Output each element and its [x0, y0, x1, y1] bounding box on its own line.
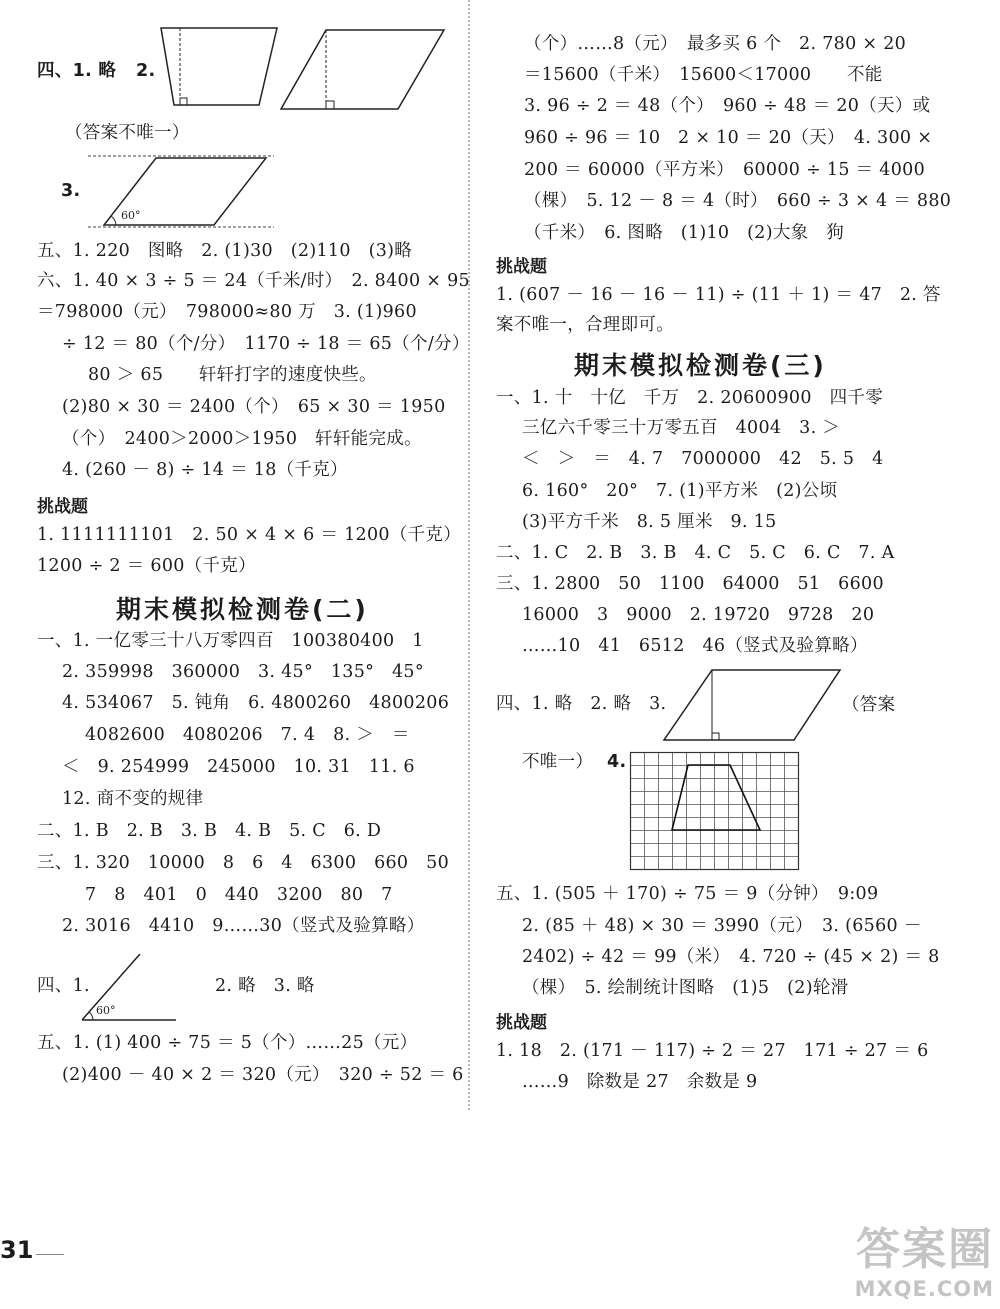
answer-line: (2)80 × 30 ＝ 2400（个） 65 × 30 ＝ 1950 [62, 397, 446, 417]
angle-label: 60° [121, 209, 141, 222]
answer-line: (3)平方千米 8. 5 厘米 9. 15 [522, 512, 777, 532]
answer-line: 三、1. 320 10000 8 6 4 6300 660 50 [37, 853, 450, 873]
answer-line: 16000 3 9000 2. 19720 9728 20 [522, 605, 875, 625]
answer-line: 4082600 4080206 7. 4 8. ＞ ＝ [85, 725, 410, 745]
answer-line: 12. 商不变的规律 [62, 789, 204, 809]
answer-line: 200 ＝ 60000（平方米） 60000 ÷ 15 ＝ 4000 [524, 160, 926, 180]
section-heading: 挑战题 [496, 1013, 547, 1033]
section-heading: 挑战题 [496, 257, 547, 277]
answer-line: 一、1. 一亿零三十八万零四百 100380400 1 [37, 631, 424, 651]
answer-line: 2. 359998 360000 3. 45° 135° 45° [62, 662, 424, 682]
answer-line: 3. 96 ÷ 2 ＝ 48（个） 960 ÷ 48 ＝ 20（天）或 [524, 96, 931, 116]
answer-line: 2. (85 ＋ 48) × 30 ＝ 3990（元） 3. (6560 － [522, 916, 922, 936]
section-heading: 挑战题 [37, 497, 88, 517]
answer-line: 一、1. 十 十亿 千万 2. 20600900 四千零 [496, 388, 883, 408]
answer-line: （棵） 5. 12 － 8 ＝ 4（时） 660 ÷ 3 × 4 ＝ 880 [524, 191, 952, 211]
answer-line: 1. 1111111101 2. 50 × 4 × 6 ＝ 1200（千克） [37, 525, 462, 545]
answer-line: 五、1. 220 图略 2. (1)30 (2)110 (3)略 [37, 241, 413, 261]
answer-line: 2. 3016 4410 9……30（竖式及验算略） [62, 916, 425, 936]
answer-line: 五、1. (505 ＋ 170) ÷ 75 ＝ 9（分钟） 9:09 [496, 884, 879, 904]
answer-line: 80 ＞ 65 轩轩打字的速度快些。 [88, 365, 377, 385]
answer-line: （个） 2400＞2000＞1950 轩轩能完成。 [62, 429, 422, 449]
answer-line: 四、1. 略 [37, 61, 117, 81]
answer-line: ＜ ＞ ＝ 4. 7 7000000 42 5. 5 4 [522, 449, 884, 469]
answer-line: 3. [61, 181, 81, 201]
answer-line: ＝798000（元） 798000≈80 万 3. (1)960 [37, 302, 417, 322]
answer-line: 2. [136, 61, 156, 81]
answer-line: 4. [607, 752, 627, 772]
answer-line: 三、1. 2800 50 1100 64000 51 6600 [496, 574, 884, 594]
page-number: 31 [0, 1236, 34, 1264]
answer-line: ＝15600（千米） 15600＜17000 不能 [524, 65, 883, 85]
parallelogram-angle-figure [88, 152, 278, 232]
answer-line: （答案 [842, 695, 896, 715]
answer-line: (2)400 － 40 × 2 ＝ 320（元） 320 ÷ 52 ＝ 6 [62, 1065, 464, 1085]
watermark-logo-text: 答案圈 [856, 1224, 994, 1275]
answer-line: （棵） 5. 绘制统计图略 (1)5 (2)轮滑 [522, 978, 849, 998]
angle-label: 60° [96, 1004, 116, 1017]
answer-line: ……9 除数是 27 余数是 9 [522, 1072, 758, 1092]
answer-line: 2402) ÷ 42 ＝ 99（米） 4. 720 ÷ (45 × 2) ＝ 8 [522, 947, 940, 967]
answer-line: 四、1. [37, 976, 90, 996]
answer-line: （千米） 6. 图略 (1)10 (2)大象 狗 [524, 223, 845, 243]
answer-line: ÷ 12 ＝ 80（个/分） 1170 ÷ 18 ＝ 65（个/分） [62, 334, 470, 354]
answer-line: 三亿六千零三十万零五百 4004 3. ＞ [522, 418, 841, 438]
section-title: 期末模拟检测卷(三) [574, 351, 827, 380]
angle-figure [80, 952, 180, 1024]
answer-line: 案不唯一，合理即可。 [496, 315, 674, 335]
page-number-rule [36, 1254, 64, 1255]
parallelogram-height-figure [662, 668, 842, 744]
answer-line: 四、1. 略 2. 略 3. [496, 694, 667, 714]
trapezoid-grid-figure [630, 752, 800, 872]
answer-line: 2. 略 3. 略 [215, 976, 315, 996]
section-title: 期末模拟检测卷(二) [116, 595, 369, 624]
answer-line: 不唯一） [522, 752, 594, 772]
trapezoid-figure [160, 26, 280, 108]
answer-line: 五、1. (1) 400 ÷ 75 ＝ 5（个）……25（元） [37, 1033, 418, 1053]
column-divider [468, 0, 470, 1110]
answer-line: 7 8 401 0 440 3200 80 7 [85, 885, 393, 905]
parallelogram-figure [280, 28, 446, 112]
answer-line: 960 ÷ 96 ＝ 10 2 × 10 ＝ 20（天） 4. 300 × [524, 128, 933, 148]
answer-line: ……10 41 6512 46（竖式及验算略） [522, 636, 868, 656]
answer-line: 六、1. 40 × 3 ÷ 5 ＝ 24（千米/时） 2. 8400 × 95 [37, 271, 470, 291]
answer-line: 4. (260 － 8) ÷ 14 ＝ 18（千克） [62, 460, 348, 480]
answer-line: 6. 160° 20° 7. (1)平方米 (2)公顷 [522, 481, 838, 501]
answer-note: （答案不唯一） [65, 123, 190, 143]
answer-line: 二、1. B 2. B 3. B 4. B 5. C 6. D [37, 821, 382, 841]
answer-line: 1. (607 － 16 － 16 － 11) ÷ (11 ＋ 1) ＝ 47 2. 答 [496, 285, 941, 305]
answer-line: 1200 ÷ 2 ＝ 600（千克） [37, 556, 256, 576]
answer-line: ＜ 9. 254999 245000 10. 31 11. 6 [62, 757, 415, 777]
answer-line: 4. 534067 5. 钝角 6. 4800260 4800206 [62, 693, 450, 713]
answer-line: 1. 18 2. (171 － 117) ÷ 2 ＝ 27 171 ÷ 27 ＝ 6 [496, 1041, 929, 1061]
watermark [855, 1213, 994, 1301]
answer-line: 二、1. C 2. B 3. B 4. C 5. C 6. C 7. A [496, 543, 895, 563]
watermark-url: MXQE.COM [854, 1277, 994, 1301]
answer-line: （个）……8（元） 最多买 6 个 2. 780 × 20 [524, 34, 907, 54]
